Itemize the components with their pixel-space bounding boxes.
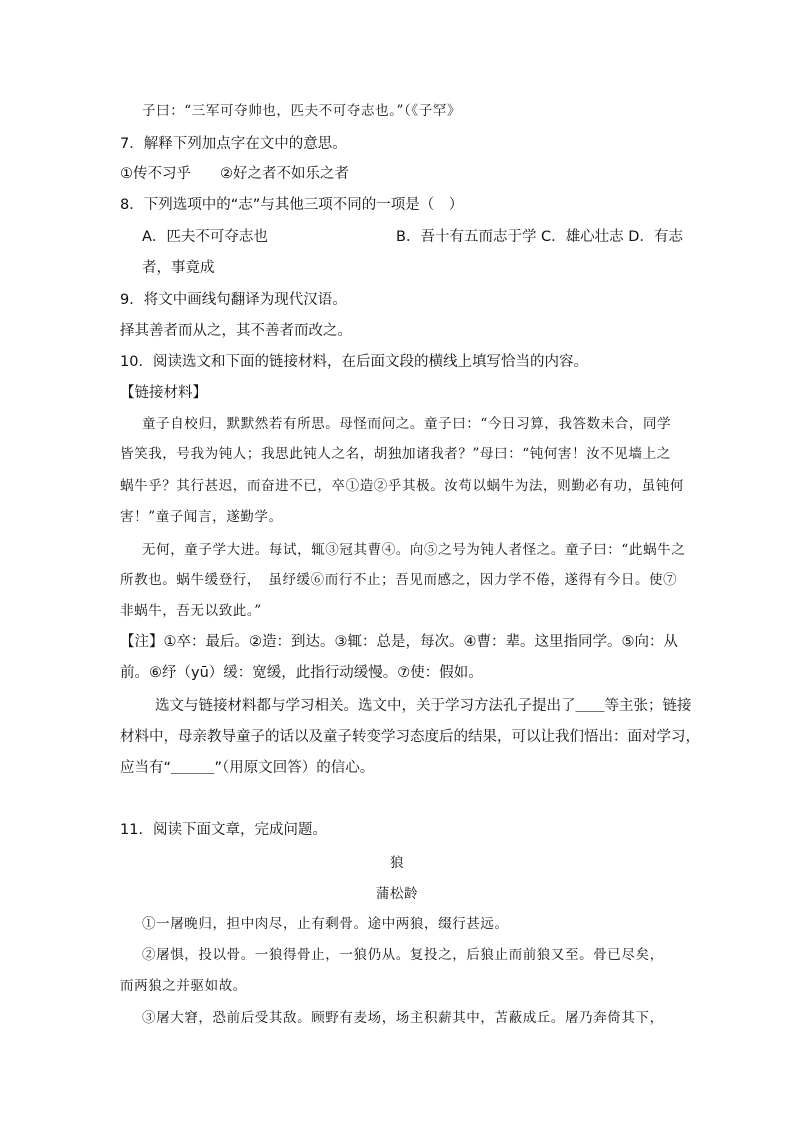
q11-author: 蒲松龄	[375, 886, 419, 902]
q10-stem: 10．阅读选文和下面的链接材料，在后面文段的横线上填写恰当的内容。	[120, 354, 588, 370]
q8-option-a: A．匹夫不可夺志也	[142, 229, 268, 245]
material-line: 皆笑我，号我为钝人；我思此钝人之名，胡独加诸我者？”母曰：“钝何害！汝不见墙上之	[120, 446, 671, 462]
q11-paragraph-line: ①一屠晚归，担中肉尽，止有剩骨。途中两狼，缀行甚远。	[142, 916, 509, 932]
q10-material-title: 【链接材料】	[120, 385, 207, 401]
q10-prompt-line: 材料中，母亲教导童子的话以及童子转变学习态度后的结果，可以让我们悟出：面对学习，	[120, 729, 700, 745]
q11-stem: 11．阅读下面文章，完成问题。	[120, 822, 327, 838]
q10-notes-line: 【注】①卒：最后。②造：到达。③辄：总是，每次。④曹：辈。这里指同学。⑤向：从	[120, 634, 678, 650]
q8-stem: 8．下列选项中的“志”与其他三项不同的一项是（ ）	[120, 197, 464, 213]
material-line: 无何，童子学大进。每试，辄③冠其曹④。向⑤之号为钝人者怪之。童子曰：“此蜗牛之	[142, 542, 686, 558]
q7-items: ①传不习乎 ②好之者不如乐之者	[120, 166, 349, 182]
material-line: 蜗牛乎？其行甚迟，而奋进不已，卒①造②乎其极。汝苟以蜗牛为法，则勤必有功，虽钝何	[120, 478, 684, 494]
q10-prompt-line: 选文与链接材料都与学习相关。选文中，关于学习方法孔子提出了＿＿等主张；链接	[155, 698, 692, 714]
q8-option-d-continued: 者，事竟成	[142, 260, 215, 276]
material-line: 非蜗牛，吾无以致此。”	[120, 603, 262, 619]
q11-paragraph-line: ③屠大窘，恐前后受其敌。顾野有麦场，场主积薪其中，苫蔽成丘。屠乃奔倚其下，	[142, 1010, 664, 1026]
q10-prompt-line: 应当有“＿＿＿”（用原文回答）的信心。	[120, 760, 375, 776]
q9-sentence: 择其善者而从之，其不善者而改之。	[120, 323, 352, 339]
q11-title: 狼	[389, 855, 405, 871]
q8-option-bcd: B．吾十有五而志于学 C．雄心壮志 D．有志	[396, 229, 683, 245]
q11-paragraph-line: 而两狼之并驱如故。	[120, 978, 247, 994]
header-quote: 子曰：“三军可夺帅也，匹夫不可夺志也。”（《子罕》	[142, 103, 462, 119]
q10-notes-line: 前。⑥纾（yū）缓：宽缓，此指行动缓慢。⑦使：假如。	[120, 665, 483, 681]
material-line: 害！”童子闻言，遂勤学。	[120, 509, 283, 525]
q9-stem: 9．将文中画线句翻译为现代汉语。	[120, 292, 347, 308]
material-line: 童子自校归，默默然若有所思。母怪而问之。童子曰：“今日习算，我答数未合，同学	[142, 416, 672, 432]
q11-paragraph-line: ②屠惧，投以骨。一狼得骨止，一狼仍从。复投之，后狼止而前狼又至。骨已尽矣，	[142, 947, 664, 963]
q7-stem: 7．解释下列加点字在文中的意思。	[120, 136, 347, 152]
material-line: 所教也。蜗牛缓登行， 虽纾缓⑥而行不止；吾见而感之，因力学不倦，遂得有今日。使⑦	[120, 572, 678, 588]
